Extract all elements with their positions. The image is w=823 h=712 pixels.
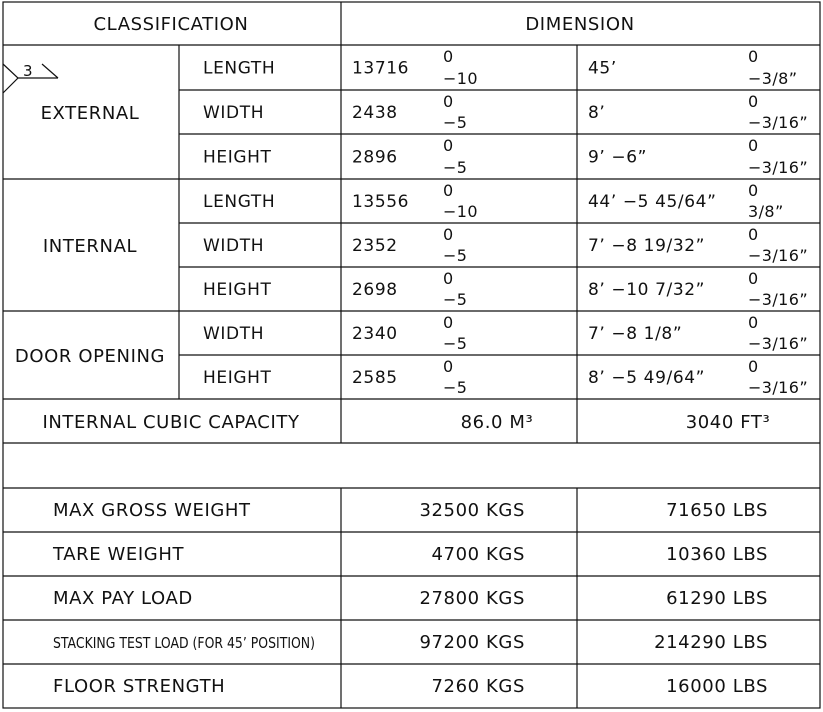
weight-row [53, 588, 768, 609]
tolerance-imperial-lower: −3/16” [748, 290, 809, 309]
tolerance-mm-lower: −5 [443, 290, 468, 309]
tolerance-imperial-lower: −3/16” [748, 378, 809, 397]
value-mm: 2340 [352, 324, 398, 344]
group-internal: INTERNAL [42, 236, 138, 257]
tolerance-imperial-upper: 0 [748, 92, 759, 111]
row-label: HEIGHT [203, 147, 272, 168]
weight-lbs: 214290 LBS [654, 632, 768, 653]
weight-kgs: 32500 KGS [419, 500, 525, 521]
tolerance-mm-lower: −5 [443, 158, 468, 177]
value-imperial: 7’ −8 1/8” [588, 324, 683, 344]
tolerance-imperial-upper: 0 [748, 357, 759, 376]
row-label: WIDTH [203, 324, 265, 344]
weight-lbs: 16000 LBS [666, 676, 768, 697]
header-classification: CLASSIFICATION [93, 14, 249, 35]
value-imperial: 9’ −6” [588, 147, 648, 168]
dimension-row [203, 313, 808, 353]
dimension-row [203, 136, 808, 177]
row-label: HEIGHT [203, 280, 272, 300]
tolerance-imperial-upper: 0 [748, 225, 759, 244]
dimension-row [203, 357, 808, 397]
tolerance-mm-lower: −5 [443, 378, 468, 397]
weight-row [53, 676, 768, 697]
dimension-rows [203, 47, 808, 397]
weight-row [53, 500, 768, 521]
tolerance-mm-lower: −5 [443, 246, 468, 265]
dimension-row [203, 269, 808, 309]
tolerance-imperial-lower: −3/8” [748, 69, 798, 88]
value-mm: 2585 [352, 368, 398, 388]
value-mm: 2698 [352, 280, 398, 300]
tolerance-mm-lower: −5 [443, 334, 468, 353]
tolerance-mm-upper: 0 [443, 47, 454, 66]
tolerance-mm-upper: 0 [443, 225, 454, 244]
weight-kgs: 7260 KGS [431, 676, 525, 697]
weight-label: STACKING TEST LOAD (FOR 45’ POSITION) [53, 634, 315, 652]
row-label: WIDTH [203, 236, 265, 256]
dimension-row [203, 92, 808, 132]
value-mm: 13716 [352, 58, 410, 79]
tolerance-mm-lower: −10 [443, 69, 478, 88]
tolerance-mm-upper: 0 [443, 92, 454, 111]
value-mm: 13556 [352, 192, 410, 212]
weight-rows [52, 500, 768, 697]
weight-label: MAX PAY LOAD [53, 588, 193, 609]
revision-triangle-icon [3, 62, 58, 93]
value-imperial: 7’ −8 19/32” [588, 236, 706, 256]
weight-row [53, 632, 768, 653]
group-external: EXTERNAL [40, 103, 140, 124]
row-label: LENGTH [203, 58, 276, 79]
tolerance-imperial-lower: −3/16” [748, 246, 809, 265]
tolerance-imperial-upper: 0 [748, 181, 759, 200]
value-imperial: 44’ −5 45/64” [588, 192, 717, 212]
tolerance-mm-upper: 0 [443, 136, 454, 155]
tolerance-imperial-lower: −3/16” [748, 334, 809, 353]
weight-label: FLOOR STRENGTH [53, 676, 226, 697]
row-label: LENGTH [203, 192, 276, 212]
tolerance-mm-lower: −5 [443, 113, 468, 132]
dimension-row [203, 181, 784, 221]
group-door-opening: DOOR OPENING [14, 346, 166, 367]
value-imperial: 8’ −10 7/32” [588, 280, 706, 300]
value-mm: 2896 [352, 147, 398, 168]
tolerance-imperial-upper: 0 [748, 47, 759, 66]
weight-lbs: 61290 LBS [666, 588, 768, 609]
tolerance-mm-lower: −10 [443, 202, 478, 221]
value-mm: 2438 [352, 103, 398, 123]
tolerance-imperial-upper: 0 [748, 313, 759, 332]
tolerance-imperial-lower: 3/8” [748, 202, 784, 221]
tolerance-imperial-lower: −3/16” [748, 158, 809, 177]
revision-number: 3 [23, 62, 33, 80]
tolerance-imperial-upper: 0 [748, 136, 759, 155]
weight-label: TARE WEIGHT [53, 544, 185, 565]
value-imperial: 8’ [588, 103, 606, 123]
row-label: WIDTH [203, 103, 265, 123]
value-imperial: 8’ −5 49/64” [588, 368, 706, 388]
tolerance-imperial-lower: −3/16” [748, 113, 809, 132]
value-imperial: 45’ [588, 58, 617, 79]
tolerance-imperial-upper: 0 [748, 269, 759, 288]
tolerance-mm-upper: 0 [443, 269, 454, 288]
weight-kgs: 27800 KGS [419, 588, 525, 609]
row-label: HEIGHT [203, 368, 272, 388]
weight-row [52, 544, 768, 565]
dimension-row [203, 47, 797, 88]
value-mm: 2352 [352, 236, 398, 256]
capacity-metric: 86.0 M³ [460, 412, 534, 433]
weight-lbs: 10360 LBS [666, 544, 768, 565]
capacity-imperial: 3040 FT³ [685, 412, 771, 433]
weight-kgs: 97200 KGS [419, 632, 525, 653]
tolerance-mm-upper: 0 [443, 357, 454, 376]
weight-kgs: 4700 KGS [431, 544, 525, 565]
tolerance-mm-upper: 0 [443, 313, 454, 332]
capacity-label: INTERNAL CUBIC CAPACITY [42, 412, 300, 433]
tolerance-mm-upper: 0 [443, 181, 454, 200]
weight-label: MAX GROSS WEIGHT [53, 500, 251, 521]
weight-lbs: 71650 LBS [666, 500, 768, 521]
header-dimension: DIMENSION [525, 14, 635, 35]
dimension-row [203, 225, 808, 265]
